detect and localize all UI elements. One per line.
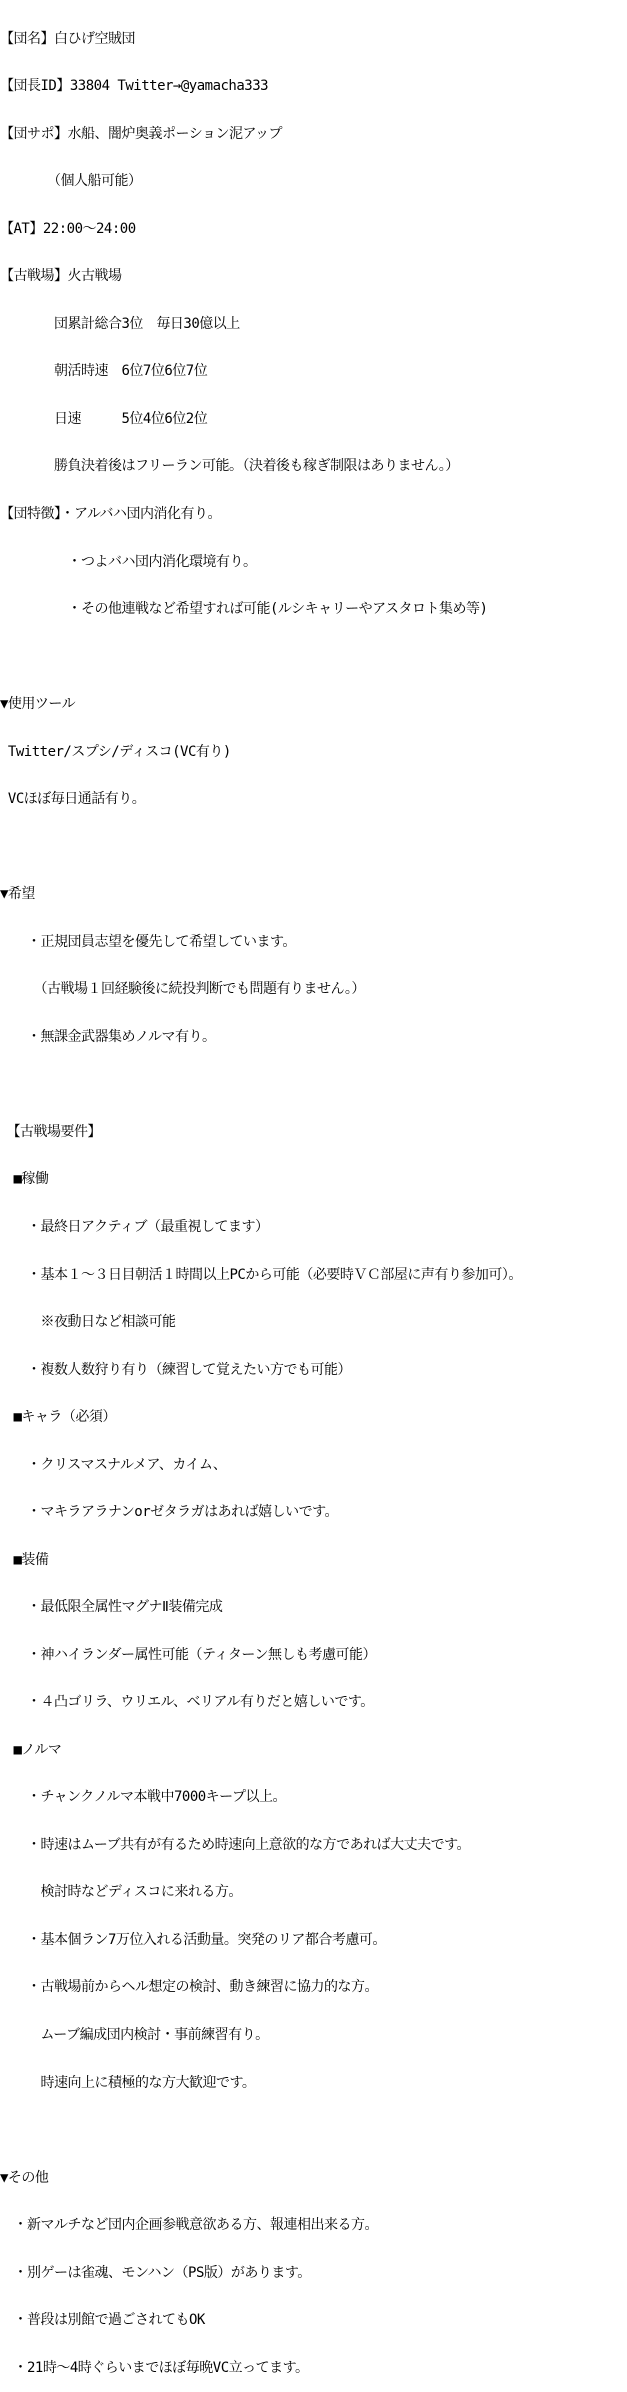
- quota-line-3: 検討時などディスコに来れる方。: [0, 1884, 242, 1901]
- requirements-heading: 【古戦場要件】: [0, 1123, 101, 1140]
- team-support-note-line: （個人船可能）: [0, 173, 142, 190]
- quota-line-6: ムーブ編成団内検討・事前練習有り。: [0, 2027, 269, 2043]
- characters-line-1: ・クリスマスナルメア、カイム、: [0, 1456, 227, 1473]
- equipment-subheading: ■装備: [0, 1551, 49, 1568]
- wishes-heading: ▼希望: [0, 886, 35, 903]
- team-name-line: 【団名】白ひげ空賊団: [0, 30, 135, 47]
- team-feature-line-2: ・つよバハ団内消化環境有り。: [0, 553, 257, 570]
- tools-heading: ▼使用ツール: [0, 696, 76, 713]
- activity-line-3: ※夜動日など相談可能: [0, 1314, 176, 1331]
- tools-line-1: Twitter/スプシ/ディスコ(VC有り): [0, 743, 231, 760]
- quota-subheading: ■ノルマ: [0, 1741, 62, 1758]
- activity-line-4: ・複数人数狩り有り（練習して覚えたい方でも可能）: [0, 1361, 351, 1378]
- blank-line: [0, 650, 627, 666]
- equipment-line-3: ・４凸ゴリラ、ウリエル、ベリアル有りだと嬉しいです。: [0, 1694, 374, 1711]
- equipment-line-1: ・最低限全属性マグナⅡ装備完成: [0, 1599, 223, 1616]
- other-line-4: ・21時～4時ぐらいまでほぼ毎晩VC立ってます。: [0, 2359, 309, 2376]
- team-feature-line-1: 【団特徴】・アルバハ団内消化有り。: [0, 506, 221, 522]
- unite-and-fight-line: 【古戦場】火古戦場: [0, 268, 122, 285]
- activity-subheading: ■稼働: [0, 1171, 49, 1188]
- wishes-line-1: ・正規団員志望を優先して希望しています。: [0, 933, 296, 950]
- free-run-note-line: 勝負決着後はフリーラン可能。（決着後も稼ぎ制限はありません。）: [0, 458, 459, 475]
- ranking-total-line: 団累計総合3位 毎日30億以上: [0, 315, 240, 332]
- blank-line: [0, 2123, 627, 2139]
- quota-line-7: 時速向上に積極的な方大歓迎です。: [0, 2074, 256, 2091]
- characters-subheading: ■キャラ（必須）: [0, 1409, 116, 1426]
- blank-line: [0, 840, 627, 856]
- quota-line-2: ・時速はムーブ共有が有るため時速向上意欲的な方であれば大丈夫です。: [0, 1836, 470, 1853]
- equipment-line-2: ・神ハイランダー属性可能（ティターン無しも考慮可能）: [0, 1646, 377, 1663]
- team-feature-line-3: ・その他連戦など希望すれば可能(ルシキャリーやアスタロト集め等): [0, 601, 488, 618]
- ranking-morning-speed-line: 朝活時速 6位7位6位7位: [0, 363, 208, 380]
- quota-line-5: ・古戦場前からヘル想定の検討、動き練習に協力的な方。: [0, 1979, 378, 1996]
- quota-line-1: ・チャンクノルマ本戦中7000キープ以上。: [0, 1789, 286, 1806]
- characters-line-2: ・マキラアラナンorゼタラガはあれば嬉しいです。: [0, 1504, 339, 1521]
- wishes-line-3: ・無課金武器集めノルマ有り。: [0, 1028, 216, 1045]
- wishes-line-2: （古戦場１回経験後に続投判断でも問題有りません。）: [0, 981, 365, 998]
- other-line-1: ・新マルチなど団内企画参戦意欲ある方、報連相出来る方。: [0, 2217, 378, 2234]
- team-leader-id-line: 【団長ID】33804 Twitter→@yamacha333: [0, 78, 269, 95]
- active-time-line: 【AT】22:00～24:00: [0, 220, 136, 237]
- activity-line-2: ・基本１～３日目朝活１時間以上PCから可能（必要時ＶＣ部屋に声有り参加可）。: [0, 1266, 522, 1283]
- other-heading: ▼その他: [0, 2169, 49, 2186]
- tools-line-2: VCほぼ毎日通話有り。: [0, 791, 146, 808]
- team-support-line: 【団サポ】水船、闇炉奥義ポーション泥アップ: [0, 125, 282, 142]
- other-line-2: ・別ゲーは雀魂、モンハン（PS版）があります。: [0, 2264, 311, 2281]
- ranking-daily-speed-line: 日速 5位4位6位2位: [0, 410, 208, 427]
- activity-line-1: ・最終日アクティブ（最重視してます）: [0, 1218, 269, 1235]
- quota-line-4: ・基本個ラン7万位入れる活動量。突発のリア都合考慮可。: [0, 1931, 386, 1948]
- other-line-3: ・普段は別館で過ごされてもOK: [0, 2312, 205, 2329]
- blank-line: [0, 1077, 627, 1093]
